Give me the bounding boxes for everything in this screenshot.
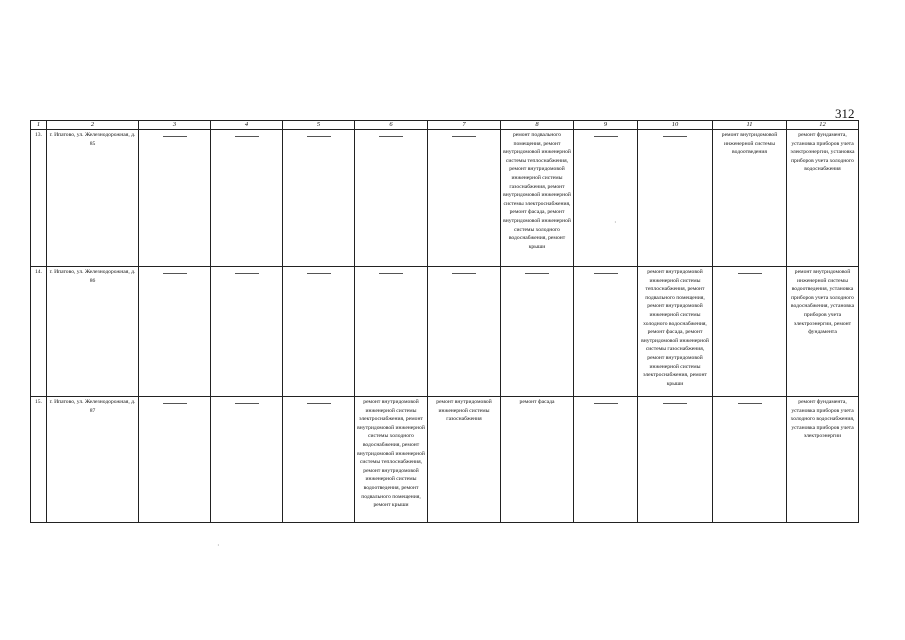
dash-mark — [452, 136, 476, 137]
page-number: 312 — [835, 106, 855, 121]
dash-mark — [235, 403, 259, 404]
scan-speck: · — [217, 541, 220, 550]
empty-cell — [574, 130, 638, 267]
column-header: 2 — [47, 121, 139, 130]
column-header: 7 — [428, 121, 501, 130]
dash-mark — [235, 136, 259, 137]
column-header: 1 — [31, 121, 47, 130]
scan-speck: · — [614, 218, 617, 227]
dash-mark — [307, 136, 331, 137]
address-cell: г. Ипатово, ул. Железнодорожная, д. 86 — [47, 267, 139, 397]
dash-mark — [452, 273, 476, 274]
works-cell: ремонт внутридомовой инженерной системы водоотведения, установка приборов учета холодного водоснабжения, установка приборов учета электроэнергии, ремонт фундамента — [787, 267, 859, 397]
row-number: 13. — [31, 130, 47, 267]
empty-cell — [713, 397, 787, 523]
works-cell: ремонт фасада — [501, 397, 574, 523]
dash-mark — [594, 136, 618, 137]
empty-cell — [211, 130, 283, 267]
address-cell: г. Ипатово, ул. Железнодорожная, д. 85 — [47, 130, 139, 267]
works-table — [30, 120, 859, 523]
works-cell: ремонт внутридомовой инженерной системы газоснабжения — [428, 397, 501, 523]
empty-cell — [501, 267, 574, 397]
empty-cell — [355, 267, 428, 397]
empty-cell — [638, 397, 713, 523]
dash-mark — [307, 403, 331, 404]
dash-mark — [738, 273, 762, 274]
dash-mark — [738, 403, 762, 404]
dash-mark — [663, 136, 687, 137]
dash-mark — [163, 136, 187, 137]
empty-cell — [211, 397, 283, 523]
row-number: 14. — [31, 267, 47, 397]
empty-cell — [139, 130, 211, 267]
dash-mark — [379, 273, 403, 274]
column-header: 6 — [355, 121, 428, 130]
dash-mark — [307, 273, 331, 274]
works-cell: ремонт подвального помещения, ремонт внутридомовой инженерной системы теплоснабжения, ремонт внутридомовой инженерной системы газоснабжения, ремонт внутридомовой инженерной системы электроснабжения, ремонт фасада, ремонт внутридомовой инженерной системы холодного водоснабжения, ремонт крыши — [501, 130, 574, 267]
empty-cell — [139, 397, 211, 523]
empty-cell — [211, 267, 283, 397]
dash-mark — [663, 403, 687, 404]
column-header: 4 — [211, 121, 283, 130]
header-row — [31, 121, 859, 130]
dash-mark — [525, 273, 549, 274]
works-cell: ремонт внутридомовой инженерной системы электроснабжения, ремонт внутридомовой инженерной системы холодного водоснабжения, ремонт внутридомовой инженерной системы теплоснабжения, ремонт внутридомовой инженерной системы водоотведения, ремонт подвального помещения, ремонт крыши — [355, 397, 428, 523]
empty-cell — [283, 130, 355, 267]
empty-cell — [638, 130, 713, 267]
empty-cell — [139, 267, 211, 397]
empty-cell — [574, 267, 638, 397]
works-cell: ремонт фундамента, установка приборов учета холодного водоснабжения, установка приборов учета электроэнергии — [787, 397, 859, 523]
works-cell: ремонт фундамента, установка приборов учета электроэнергии, установка приборов учета холодного водоснабжения — [787, 130, 859, 267]
works-cell: ремонт внутридомовой инженерной системы теплоснабжения, ремонт подвального помещения, ремонт внутридомовой инженерной системы холодного водоснабжения, ремонт фасада, ремонт внутридомовой инженерной системы газоснабжения, ремонт внутридомовой инженерной системы электроснабжения, ремонт крыши — [638, 267, 713, 397]
empty-cell — [283, 267, 355, 397]
empty-cell — [574, 397, 638, 523]
empty-cell — [713, 267, 787, 397]
column-header: 3 — [139, 121, 211, 130]
empty-cell — [428, 130, 501, 267]
dash-mark — [379, 136, 403, 137]
empty-cell — [355, 130, 428, 267]
row-number: 15. — [31, 397, 47, 523]
empty-cell — [428, 267, 501, 397]
works-cell: ремонт внутридомовой инженерной системы водоотведения — [713, 130, 787, 267]
table-row — [31, 267, 859, 397]
column-header: 9 — [574, 121, 638, 130]
column-header: 12 — [787, 121, 859, 130]
column-header: 10 — [638, 121, 713, 130]
empty-cell — [283, 397, 355, 523]
table-row — [31, 130, 859, 267]
address-cell: г. Ипатово, ул. Железнодорожная, д. 87 — [47, 397, 139, 523]
column-header: 8 — [501, 121, 574, 130]
dash-mark — [163, 273, 187, 274]
dash-mark — [594, 273, 618, 274]
dash-mark — [235, 273, 259, 274]
dash-mark — [163, 403, 187, 404]
column-header: 11 — [713, 121, 787, 130]
column-header: 5 — [283, 121, 355, 130]
table-row — [31, 397, 859, 523]
dash-mark — [594, 403, 618, 404]
